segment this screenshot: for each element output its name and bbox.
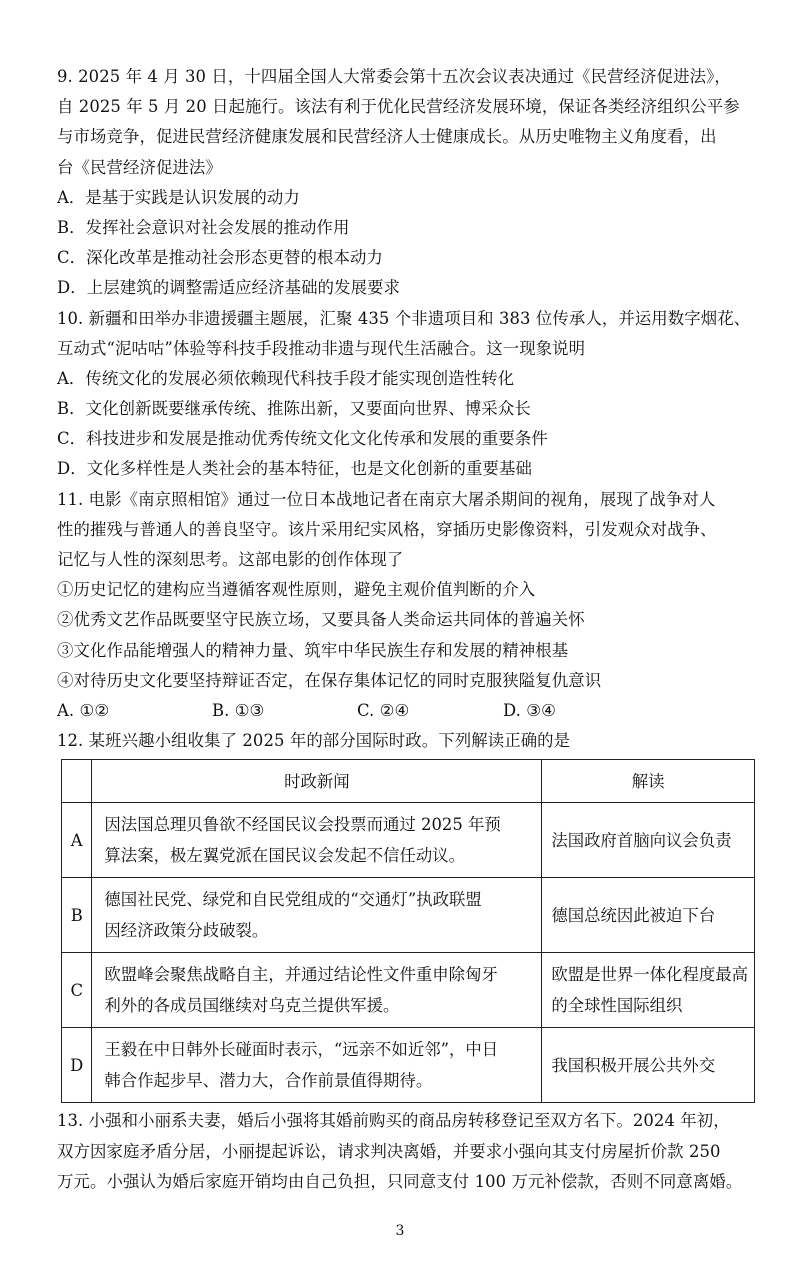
question-stem-line: 13. 小强和小丽系夫妻，婚后小强将其婚前购买的商品房转移登记至双方名下。2024 年初， xyxy=(57,1111,730,1131)
question-stem-line: 双方因家庭矛盾分居，小丽提起诉讼，请求判决离婚，并要求小强向其支付房屋折价款 250 xyxy=(57,1141,721,1161)
question-stem-line: 11. 电影《南京照相馆》通过一位日本战地记者在南京大屠杀期间的视角，展现了战争对人 xyxy=(57,489,716,509)
interpretation-cell xyxy=(542,878,755,953)
table-header-row xyxy=(62,760,755,803)
news-table xyxy=(61,759,755,1103)
interpretation-line: 欧盟是世界一体化程度最高 xyxy=(551,965,748,985)
question-9 xyxy=(57,62,757,304)
row-label: A xyxy=(62,803,92,878)
question-10 xyxy=(57,304,757,485)
interpretation-cell xyxy=(542,803,755,878)
interpretation-cell xyxy=(542,953,755,1028)
option-row xyxy=(57,696,757,726)
row-label: D xyxy=(62,1028,92,1103)
news-cell xyxy=(92,1028,542,1103)
table-header-news: 时政新闻 xyxy=(92,760,542,803)
question-stem-line: 10. 新疆和田举办非遗援疆主题展，汇聚 435 个非遗项目和 383 位传承人，并运用数字烟花、 xyxy=(57,308,751,328)
option-b: B．文化创新既要继承传统、推陈出新，又要面向世界、博采众长 xyxy=(57,399,531,419)
option-a: A. ①② xyxy=(57,700,110,720)
news-line: 利外的各成员国继续对乌克兰提供军援。 xyxy=(104,996,400,1016)
statement-4: ④对待历史文化要坚持辩证否定，在保存集体记忆的同时克服狭隘复仇意识 xyxy=(57,670,602,690)
option-d: D．上层建筑的调整需适应经济基础的发展要求 xyxy=(57,278,401,298)
row-label: C xyxy=(62,953,92,1028)
question-stem-line: 台《民营经济促进法》 xyxy=(57,157,222,177)
option-b: B. ①③ xyxy=(212,700,265,720)
statement-2: ②优秀文艺作品既要坚守民族立场，又要具备人类命运共同体的普遍关怀 xyxy=(57,610,585,630)
news-line: 欧盟峰会聚焦战略自主，并通过结论性文件重申除匈牙 xyxy=(104,965,498,985)
option-d: D. ③④ xyxy=(503,700,556,720)
interpretation-line: 我国积极开展公共外交 xyxy=(551,1055,716,1075)
row-label: B xyxy=(62,878,92,953)
interpretation-line: 的全球性国际组织 xyxy=(551,996,683,1016)
option-a: A．传统文化的发展必须依赖现代科技手段才能实现创造性转化 xyxy=(57,368,515,388)
question-stem-line: 与市场竞争，促进民营经济健康发展和民营经济人士健康成长。从历史唯物主义角度看，出 xyxy=(57,127,717,147)
question-stem-line: 万元。小强认为婚后家庭开销均由自己负担，只同意支付 100 万元补偿款，否则不同意离婚。 xyxy=(57,1171,743,1191)
question-11 xyxy=(57,485,757,727)
news-cell xyxy=(92,803,542,878)
question-stem-line: 自 2025 年 5 月 20 日起施行。该法有利于优化民营经济发展环境，保证各类经济组织公平参 xyxy=(57,97,740,117)
question-stem-line: 12. 某班兴趣小组收集了 2025 年的部分国际时政。下列解读正确的是 xyxy=(57,731,571,751)
statement-3: ③文化作品能增强人的精神力量、筑牢中华民族生存和发展的精神根基 xyxy=(57,640,569,660)
interpretation-cell xyxy=(542,1028,755,1103)
option-d: D．文化多样性是人类社会的基本特征，也是文化创新的重要基础 xyxy=(57,459,532,479)
table-row xyxy=(62,878,755,953)
news-line: 算法案，极左翼党派在国民议会发起不信任动议。 xyxy=(104,846,466,866)
interpretation-line: 法国政府首脑向议会负责 xyxy=(551,830,732,850)
question-13 xyxy=(57,1106,757,1197)
news-line: 因法国总理贝鲁欲不经国民议会投票而通过 2025 年预 xyxy=(104,815,501,835)
exam-page xyxy=(57,62,757,1197)
news-cell xyxy=(92,878,542,953)
table-row xyxy=(62,803,755,878)
news-line: 韩合作起步早、潜力大，合作前景值得期待。 xyxy=(104,1071,433,1091)
question-stem-line: 记忆与人性的深刻思考。这部电影的创作体现了 xyxy=(57,550,404,569)
option-b: B．发挥社会意识对社会发展的推动作用 xyxy=(57,217,350,237)
table-row xyxy=(62,953,755,1028)
question-stem-line: 9. 2025 年 4 月 30 日，十四届全国人大常委会第十五次会议表决通过《民营经济促进法》， xyxy=(57,67,731,86)
option-c: C. ②④ xyxy=(357,700,410,720)
news-cell xyxy=(92,953,542,1028)
table-header-interpretation: 解读 xyxy=(542,760,755,803)
table-row xyxy=(62,1028,755,1103)
option-c: C．深化改革是推动社会形态更替的根本动力 xyxy=(57,248,383,268)
question-12 xyxy=(57,726,757,1103)
news-line: 因经济政策分歧破裂。 xyxy=(104,921,269,941)
news-line: 德国社民党、绿党和自民党组成的“交通灯”执政联盟 xyxy=(104,890,482,910)
table-header-label xyxy=(62,760,92,803)
option-c: C．科技进步和发展是推动优秀传统文化文化传承和发展的重要条件 xyxy=(57,429,548,449)
news-line: 王毅在中日韩外长碰面时表示，“远亲不如近邻”，中日 xyxy=(104,1040,499,1060)
option-a: A．是基于实践是认识发展的动力 xyxy=(57,187,300,207)
interpretation-line: 德国总统因此被迫下台 xyxy=(551,905,716,925)
page-number: 3 xyxy=(395,1223,405,1239)
statement-1: ①历史记忆的建构应当遵循客观性原则，避免主观价值判断的介入 xyxy=(57,580,536,600)
question-stem-line: 性的摧残与普通人的善良坚守。该片采用纪实风格，穿插历史影像资料，引发观众对战争、 xyxy=(57,519,717,539)
question-stem-line: 互动式“泥咕咕”体验等科技手段推动非遗与现代生活融合。这一现象说明 xyxy=(57,338,586,358)
